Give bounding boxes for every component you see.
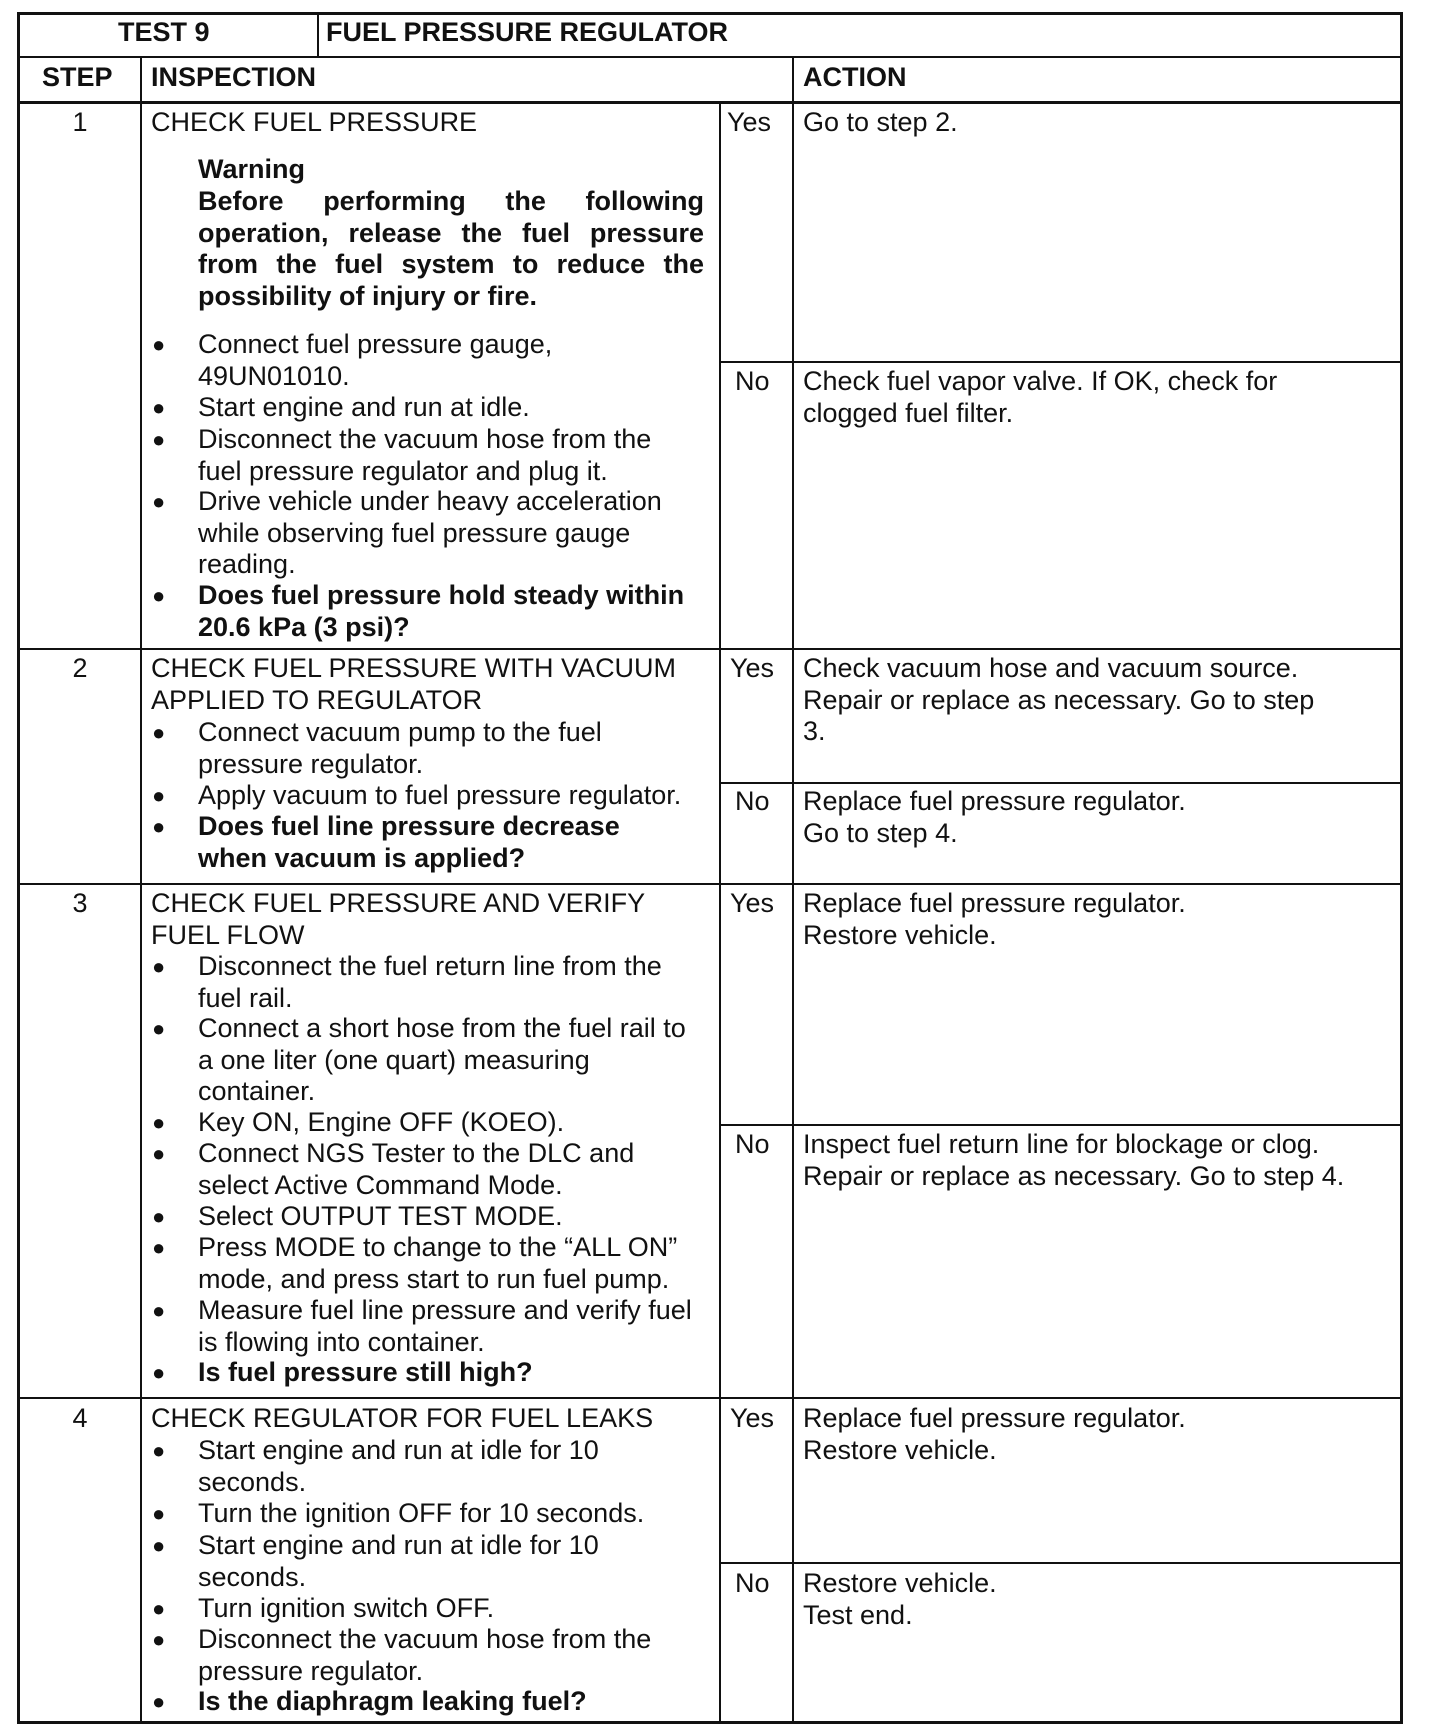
rule-top bbox=[17, 12, 1403, 15]
test-title: FUEL PRESSURE REGULATOR bbox=[326, 17, 729, 47]
rule-step2-no bbox=[719, 782, 1403, 784]
bullet-icon: ● bbox=[152, 1596, 166, 1621]
list-item: Measure fuel line pressure and verify fuel is flowing into container. bbox=[198, 1295, 692, 1357]
rule-header bbox=[17, 56, 1403, 58]
list-item: Connect vacuum pump to the fuel pressure regulator. bbox=[198, 717, 602, 779]
step-title: CHECK FUEL PRESSURE bbox=[151, 107, 478, 137]
answer-yes: Yes bbox=[730, 888, 775, 918]
answer-no: No bbox=[735, 786, 770, 816]
bullet-icon: ● bbox=[152, 1501, 166, 1526]
step-title: CHECK FUEL PRESSURE WITH VACUUM APPLIED TO REGULATOR bbox=[151, 653, 677, 715]
answer-yes: Yes bbox=[727, 107, 772, 137]
list-item: Connect NGS Tester to the DLC and select Active Command Mode. bbox=[198, 1138, 635, 1200]
rule-columns bbox=[17, 101, 1403, 104]
list-item: Turn the ignition OFF for 10 seconds. bbox=[198, 1498, 645, 1528]
list-item-question: Is fuel pressure still high? bbox=[198, 1357, 533, 1387]
rule-action-col bbox=[792, 56, 794, 1724]
list-item: Apply vacuum to fuel pressure regulator. bbox=[198, 780, 682, 810]
step-number: 2 bbox=[72, 653, 88, 683]
list-item: Key ON, Engine OFF (KOEO). bbox=[198, 1107, 565, 1137]
warning-text: Before performing the following operation, release the fuel pressure from the fuel system to reduce the possibility of injury or fire. bbox=[198, 186, 704, 311]
list-item: Drive vehicle under heavy acceleration while observing fuel pressure gauge reading. bbox=[198, 486, 662, 579]
bullet-icon: ● bbox=[152, 1627, 166, 1652]
bullet-icon: ● bbox=[152, 395, 166, 420]
rule-step4-no bbox=[719, 1562, 1403, 1564]
step-number: 1 bbox=[72, 107, 88, 137]
column-step: STEP bbox=[42, 62, 113, 92]
action-yes: Replace fuel pressure regulator. Restore vehicle. bbox=[803, 888, 1186, 950]
answer-no: No bbox=[735, 366, 770, 396]
rule-right bbox=[1400, 12, 1403, 1724]
bullet-icon: ● bbox=[152, 583, 166, 608]
rule-step-col bbox=[140, 56, 142, 1724]
list-item-question: Does fuel line pressure decrease when vacuum is applied? bbox=[198, 811, 620, 873]
list-item: Connect a short hose from the fuel rail to a one liter (one quart) measuring container. bbox=[198, 1013, 686, 1106]
bullet-icon: ● bbox=[152, 332, 166, 357]
list-item-question: Is the diaphragm leaking fuel? bbox=[198, 1686, 587, 1716]
test-label: TEST 9 bbox=[118, 17, 210, 47]
rule-answer-col bbox=[719, 103, 721, 1724]
bullet-icon: ● bbox=[152, 1141, 166, 1166]
answer-yes: Yes bbox=[730, 653, 775, 683]
action-no: Replace fuel pressure regulator. Go to step 4. bbox=[803, 786, 1186, 848]
bullet-icon: ● bbox=[152, 489, 166, 514]
rule-bottom bbox=[17, 1721, 1403, 1724]
action-yes: Replace fuel pressure regulator. Restore vehicle. bbox=[803, 1403, 1186, 1465]
list-item: Disconnect the fuel return line from the fuel rail. bbox=[198, 951, 662, 1013]
list-item: Press MODE to change to the “ALL ON” mode, and press start to run fuel pump. bbox=[198, 1232, 678, 1294]
list-item: Select OUTPUT TEST MODE. bbox=[198, 1201, 563, 1231]
step-number: 3 bbox=[72, 888, 88, 918]
list-item: Turn ignition switch OFF. bbox=[198, 1593, 495, 1623]
column-inspection: INSPECTION bbox=[151, 62, 317, 92]
bullet-icon: ● bbox=[152, 1204, 166, 1229]
action-no: Check fuel vapor valve. If OK, check for clogged fuel filter. bbox=[803, 366, 1278, 428]
action-yes: Go to step 2. bbox=[803, 107, 958, 137]
rule-step4 bbox=[17, 1397, 1403, 1399]
bullet-icon: ● bbox=[152, 1689, 166, 1714]
list-item: Start engine and run at idle for 10 seconds. bbox=[198, 1435, 599, 1497]
rule-step3-no bbox=[719, 1124, 1403, 1126]
answer-no: No bbox=[735, 1129, 770, 1159]
answer-no: No bbox=[735, 1568, 770, 1598]
bullet-icon: ● bbox=[152, 1016, 166, 1041]
step-title: CHECK FUEL PRESSURE AND VERIFY FUEL FLOW bbox=[151, 888, 645, 950]
list-item: Connect fuel pressure gauge, 49UN01010. bbox=[198, 329, 553, 391]
bullet-icon: ● bbox=[152, 1438, 166, 1463]
action-no: Inspect fuel return line for blockage or clog. Repair or replace as necessary. Go to step 4. bbox=[803, 1129, 1345, 1191]
bullet-icon: ● bbox=[152, 1533, 166, 1558]
step-number: 4 bbox=[72, 1403, 88, 1433]
column-action: ACTION bbox=[803, 62, 907, 92]
bullet-icon: ● bbox=[152, 783, 166, 808]
bullet-icon: ● bbox=[152, 1110, 166, 1135]
list-item: Start engine and run at idle. bbox=[198, 392, 530, 422]
bullet-icon: ● bbox=[152, 1360, 166, 1385]
rule-step2 bbox=[17, 648, 1403, 650]
bullet-icon: ● bbox=[152, 427, 166, 452]
answer-yes: Yes bbox=[730, 1403, 775, 1433]
rule-step1-no bbox=[719, 361, 1403, 363]
rule-step3 bbox=[17, 883, 1403, 885]
list-item: Disconnect the vacuum hose from the pressure regulator. bbox=[198, 1624, 652, 1686]
bullet-icon: ● bbox=[152, 720, 166, 745]
action-yes: Check vacuum hose and vacuum source. Repair or replace as necessary. Go to step 3. bbox=[803, 653, 1315, 746]
bullet-icon: ● bbox=[152, 1298, 166, 1323]
list-item: Start engine and run at idle for 10 seconds. bbox=[198, 1530, 599, 1592]
step-title: CHECK REGULATOR FOR FUEL LEAKS bbox=[151, 1403, 654, 1433]
rule-left bbox=[17, 12, 20, 1724]
warning-heading: Warning bbox=[198, 154, 305, 184]
action-no: Restore vehicle. Test end. bbox=[803, 1568, 997, 1630]
bullet-icon: ● bbox=[152, 954, 166, 979]
list-item-question: Does fuel pressure hold steady within 20.6 kPa (3 psi)? bbox=[198, 580, 685, 642]
list-item: Disconnect the vacuum hose from the fuel pressure regulator and plug it. bbox=[198, 424, 652, 486]
bullet-icon: ● bbox=[152, 814, 166, 839]
bullet-icon: ● bbox=[152, 1235, 166, 1260]
rule-test-split bbox=[317, 12, 319, 58]
